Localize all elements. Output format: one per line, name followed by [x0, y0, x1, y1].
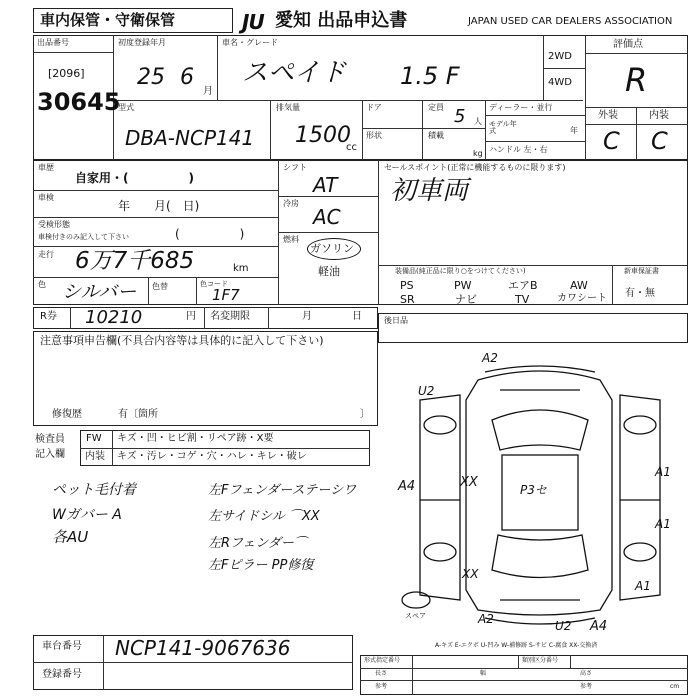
mark-a2-rear: A2 [478, 612, 494, 626]
lot-number: 30645 [37, 88, 121, 116]
mark-p3-roof: P3セ [520, 483, 547, 497]
equipment-tv: TV [515, 293, 530, 306]
color-code-value: 1F7 [212, 286, 240, 304]
color-change-label: 色替 [152, 282, 168, 291]
repair-bracket-close: 〕 [360, 409, 370, 420]
note-line-4: 左Fフェンダーステーシワ [208, 483, 357, 498]
registration-label: 初度登録年月 [118, 38, 166, 47]
sales-point-value: 初車両 [390, 176, 469, 206]
load-label: 積載 [428, 131, 444, 140]
color-value: シルバー [62, 281, 137, 303]
registration-month: 6 [180, 65, 194, 90]
length-label: 長さ [375, 670, 388, 677]
warranty-value: 有・無 [625, 288, 655, 299]
inspector-label-1: 検査員 [35, 434, 65, 445]
recycle-yen: 円 [186, 311, 196, 322]
model-name: スペイド [242, 58, 347, 88]
model-year-label: モデル年式 [489, 120, 517, 135]
exterior-value: C [603, 127, 620, 155]
score-value: R [625, 61, 648, 99]
displacement-label: 排気量 [276, 103, 300, 112]
displacement-value: 1500 [295, 123, 351, 148]
chassis-value: NCP141-9067636 [115, 636, 291, 660]
fuel-label: 燃料 [283, 235, 299, 244]
shift-value: AT [313, 173, 338, 197]
receive-label: 受検形態 [38, 220, 70, 229]
drive-2wd: 2WD [548, 51, 572, 62]
year-unit: 年 [570, 126, 578, 135]
mark-xx-rear-left: XX [462, 567, 479, 581]
note-line-1: ペット毛付着 [52, 482, 136, 498]
width-label: 幅 [480, 670, 487, 677]
equipment-navi: ナビ [455, 293, 477, 306]
name-change-month: 月 [302, 311, 312, 322]
recycle-value: 10210 [85, 307, 143, 328]
handle-label: ハンドル 左・右 [489, 145, 548, 154]
receive-value: ( ) [175, 227, 245, 241]
warranty-label: 新車保証書 [624, 267, 659, 275]
fw-items: キズ・凹・ヒビ割・リペア跡・X要 [117, 433, 274, 444]
later-items-label: 後日品 [384, 316, 408, 325]
exterior-label: 外装 [598, 110, 618, 121]
ac-label: 冷房 [283, 199, 299, 208]
shape-label: 形状 [366, 131, 382, 140]
color-code-label: 色コード [200, 280, 228, 288]
registration-number-label: 登録番号 [42, 669, 82, 680]
recycle-label: R券 [40, 311, 57, 322]
note-line-2: Wガバー A [52, 507, 122, 523]
mileage-label: 走行 [38, 250, 54, 259]
equipment-ps: PS [400, 279, 414, 292]
notes-label: 注意事項申告欄(不具合内容等は具体的に記入して下さい) [40, 334, 324, 347]
model-grade: 1.5 F [400, 62, 460, 90]
designation-label: 形式指定番号 [364, 657, 401, 664]
note-line-7: 左Fピラー PP修復 [208, 558, 314, 573]
registration-year: 25 [137, 65, 165, 90]
name-change-label: 名変期限 [210, 311, 250, 322]
history-label: 車歴 [38, 163, 54, 172]
capacity-label: 定員 [428, 103, 444, 112]
interior-label: 内装 [649, 110, 669, 121]
class-label: 類別区分番号 [522, 657, 559, 664]
inspector-label-2: 記入欄 [35, 449, 65, 460]
km-unit: km [233, 263, 249, 274]
note-line-6: 左Rフェンダー⌒ [208, 536, 307, 551]
mark-xx-left: XX [460, 475, 478, 490]
shaken-value: 年 月( 日) [118, 199, 200, 213]
mark-a4-left: A4 [398, 479, 416, 494]
shaken-label: 車検 [38, 193, 54, 202]
ref-label-2: 参考 [580, 683, 593, 690]
person-unit: 人 [474, 117, 482, 126]
mark-a2-front: A2 [482, 351, 498, 365]
mark-a1-right-front: A1 [655, 465, 671, 479]
mark-u2-left: U2 [418, 384, 435, 398]
repair-label: 修復歴 [52, 409, 82, 420]
interior-items: キズ・汚レ・コゲ・穴・ハレ・キレ・破レ [117, 451, 307, 462]
capacity-value: 5 [454, 106, 466, 127]
mileage-value: 6万7千685 [75, 248, 195, 274]
cc-unit: cc [346, 142, 357, 153]
note-line-3: 各AU [52, 528, 89, 546]
equipment-label: 装備品(純正品に限り○をつけてください) [395, 267, 526, 275]
door-label: ドア [366, 103, 382, 112]
spare-label: スペア [405, 612, 426, 620]
dealer-label: ディーラー・並行 [489, 103, 553, 112]
org-english: JAPAN USED CAR DEALERS ASSOCIATION [468, 16, 673, 27]
equipment-pw: PW [454, 279, 472, 292]
name-change-day: 日 [352, 311, 362, 322]
fw-label: FW [86, 433, 102, 444]
score-label: 評価点 [613, 39, 643, 50]
type-value: DBA-NCP141 [125, 126, 255, 150]
later-items-box [378, 313, 688, 343]
equipment-aw: AW [570, 279, 588, 292]
interior-items-label: 内装 [85, 451, 105, 462]
history-value: 自家用・( ) [75, 171, 194, 185]
receive-note: 車検付きのみ記入して下さい [38, 233, 129, 241]
storage-label: 車内保管・守衛保管 [40, 11, 176, 29]
lot-label: 出品番号 [37, 38, 69, 47]
equipment-leather: カワシート [557, 293, 607, 304]
ref-label-1: 参考 [375, 683, 388, 690]
type-label: 型式 [118, 103, 134, 112]
kg-unit: kg [473, 149, 483, 158]
mark-u2-rear: U2 [555, 619, 572, 633]
mark-a4-rear: A4 [590, 619, 608, 634]
chassis-label: 車台番号 [42, 641, 82, 652]
org-title: 愛知 出品申込書 [275, 10, 408, 31]
drive-4wd: 4WD [548, 77, 572, 88]
equipment-sr: SR [400, 293, 415, 306]
cm-unit: cm [670, 683, 680, 690]
height-label: 高さ [580, 670, 593, 677]
repair-value: 有〔箇所 [118, 409, 158, 420]
lot-sub-number: [2096] [48, 67, 85, 80]
fuel-gasoline: ガソリン [310, 242, 354, 255]
ac-value: AC [313, 205, 341, 229]
mark-a1-rear-right: A1 [635, 579, 651, 593]
model-label: 車名・グレード [222, 38, 278, 47]
damage-legend: A-キズ E-エクボ U-凹み W-補修跡 S-サビ C-腐食 XX-交換済 [435, 642, 598, 649]
shift-label: シフト [283, 163, 307, 172]
registration-month-unit: 月 [203, 86, 213, 97]
equipment-airbag: エアB [508, 279, 538, 292]
mark-a1-right-rear: A1 [655, 517, 671, 531]
note-line-5: 左サイドシル ⌒XX [208, 509, 320, 524]
fuel-diesel: 軽油 [318, 265, 340, 278]
ju-logo: JU [242, 10, 264, 34]
sales-point-label: セールスポイント(正常に機能するものに限ります) [384, 163, 566, 172]
interior-value: C [651, 127, 668, 155]
color-label: 色 [38, 280, 46, 289]
